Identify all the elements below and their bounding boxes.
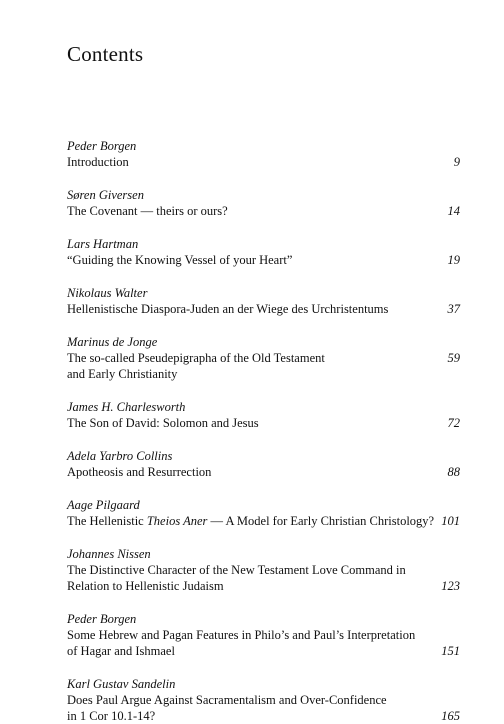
entry-title-continued: of Hagar and Ishmael (67, 644, 175, 658)
entry-page-number: 19 (447, 253, 460, 267)
entry-author: Søren Giversen (67, 188, 144, 202)
entry-title: The Hellenistic Theios Aner — A Model for Early Christian Christology? (67, 514, 435, 528)
entry-title: Introduction (67, 155, 129, 169)
entry-page-number: 37 (447, 302, 460, 316)
entry-title: Does Paul Argue Against Sacramentalism and Over-Confidence (67, 693, 387, 707)
entry-author: Marinus de Jonge (67, 335, 158, 349)
entry-author: Nikolaus Walter (67, 286, 148, 300)
entry-title-continued: Relation to Hellenistic Judaism (67, 579, 224, 593)
entry-title: Hellenistische Diaspora-Juden an der Wiege des Urchristentums (67, 302, 389, 316)
entry-page-number: 151 (441, 644, 460, 658)
toc-entry (67, 497, 460, 529)
table-of-contents (67, 138, 460, 724)
entry-title-continued: and Early Christianity (67, 367, 178, 381)
entry-page-number: 14 (447, 204, 460, 218)
entry-author: Aage Pilgaard (67, 498, 140, 512)
entry-page-number: 88 (447, 465, 460, 479)
toc-entry (67, 676, 460, 724)
entry-author: Karl Gustav Sandelin (67, 677, 176, 691)
entry-title: Apotheosis and Resurrection (67, 465, 212, 479)
entry-page-number: 123 (441, 579, 460, 593)
entry-author: Peder Borgen (67, 612, 137, 626)
entry-page-number: 59 (447, 351, 460, 365)
entry-title-continued: in 1 Cor 10.1-14? (67, 709, 156, 723)
toc-entry (67, 236, 460, 268)
toc-entry (67, 187, 460, 219)
toc-entry (67, 138, 460, 170)
toc-entry (67, 334, 460, 382)
entry-title: The so-called Pseudepigrapha of the Old Testament (67, 351, 325, 365)
entry-page-number: 9 (453, 155, 460, 169)
entry-title: The Son of David: Solomon and Jesus (67, 416, 259, 430)
entry-page-number: 165 (441, 709, 460, 723)
toc-entry (67, 285, 460, 317)
entry-title: The Covenant — theirs or ours? (67, 204, 228, 218)
page-title: Contents (67, 42, 144, 66)
entry-author: Peder Borgen (67, 139, 137, 153)
toc-entry (67, 611, 460, 659)
entry-author: Adela Yarbro Collins (67, 449, 173, 463)
toc-entry (67, 546, 460, 594)
entry-author: Lars Hartman (67, 237, 139, 251)
entry-author: Johannes Nissen (67, 547, 151, 561)
toc-entry (67, 448, 460, 480)
entry-title: The Distinctive Character of the New Testament Love Command in (67, 563, 406, 577)
entry-title: Some Hebrew and Pagan Features in Philo’s and Paul’s Interpretation (67, 628, 416, 642)
toc-entry (67, 399, 460, 431)
entry-page-number: 72 (447, 416, 460, 430)
entry-title-italic-phrase: Theios Aner (146, 514, 208, 528)
entry-author: James H. Charlesworth (67, 400, 186, 414)
entry-page-number: 101 (441, 514, 460, 528)
entry-title: “Guiding the Knowing Vessel of your Heart” (67, 253, 293, 267)
